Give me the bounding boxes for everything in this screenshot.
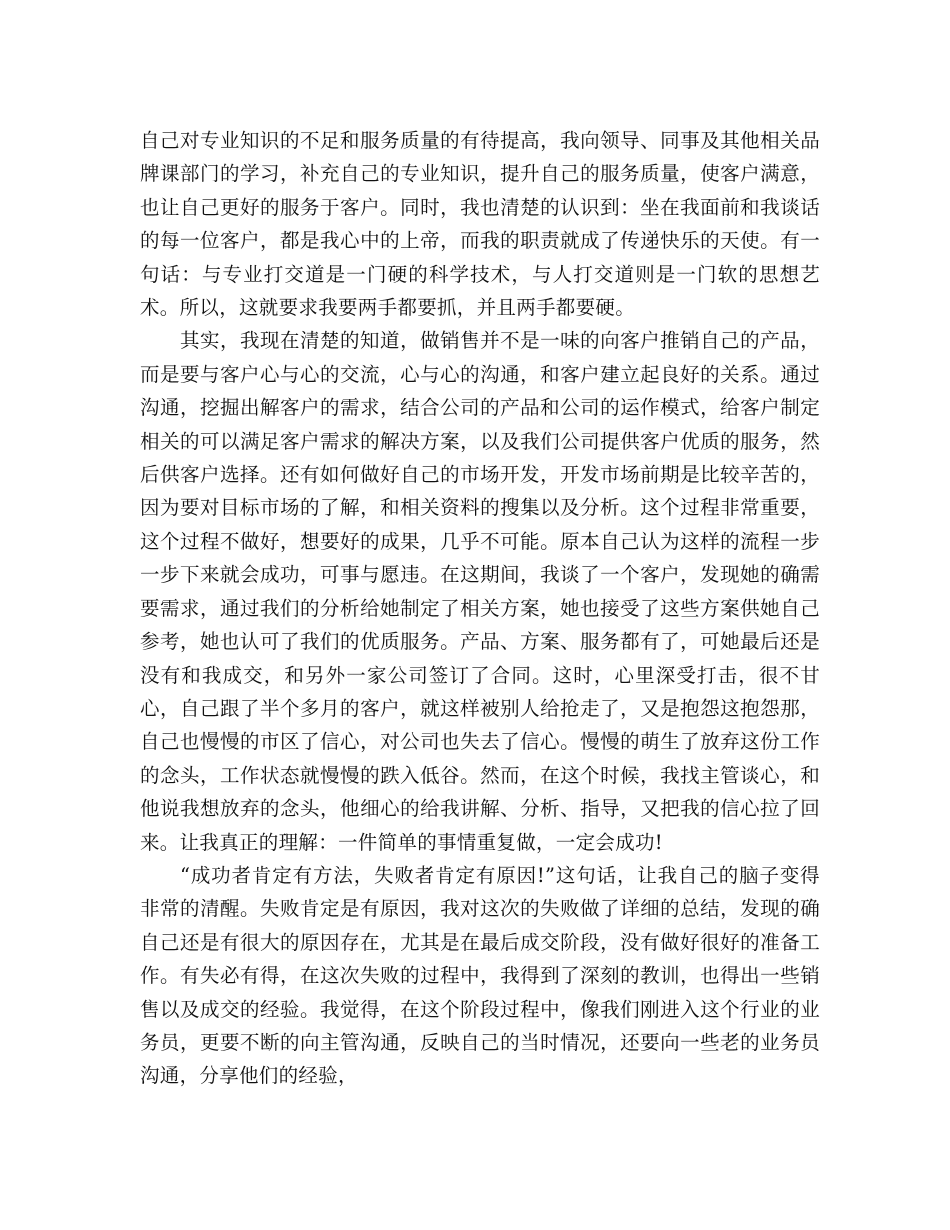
paragraph-3: “成功者肯定有方法，失败者肯定有原因!”这句话，让我自己的脑子变得非常的清醒。失败肯定是有原因，我对这次的失败做了详细的总结，发现的确自己还是有很大的原因存在，尤其是在最后成交阶段，没有做好很好的准备工作。有失必有得，在这次失败的过程中，我得到了深刻的教训，也得出一些销售以及成交的经验。我觉得，在这个阶段过程中，像我们刚进入这个行业的业务员，更要不断的向主管沟通，反映自己的当时情况，还要向一些老的业务员沟通，分享他们的经验，	[140, 863, 820, 1088]
paragraph-1: 自己对专业知识的不足和服务质量的有待提高，我向领导、同事及其他相关品牌课部门的学习，补充自己的专业知识，提升自己的服务质量，使客户满意，也让自己更好的服务于客户。同时，我也清楚的认识到：坐在我面前和我谈话的每一位客户，都是我心中的上帝，而我的职责就成了传递快乐的天使。有一句话：与专业打交道是一门硬的科学技术，与人打交道则是一门软的思想艺术。所以，这就要求我要两手都要抓，并且两手都要硬。	[140, 129, 820, 320]
paragraph-2: 其实，我现在清楚的知道，做销售并不是一味的向客户推销自己的产品，而是要与客户心与心的交流，心与心的沟通，和客户建立起良好的关系。通过沟通，挖掘出解客户的需求，结合公司的产品和公司的运作模式，给客户制定相关的可以满足客户需求的解决方案，以及我们公司提供客户优质的服务，然后供客户选择。还有如何做好自己的市场开发，开发市场前期是比较辛苦的，因为要对目标市场的了解，和相关资料的搜集以及分析。这个过程非常重要，这个过程不做好，想要好的成果，几乎不可能。原本自己认为这样的流程一步一步下来就会成功，可事与愿违。在这期间，我谈了一个客户，发现她的确需要需求，通过我们的分析给她制定了相关方案，她也接受了这些方案供她自己参考，她也认可了我们的优质服务。产品、方案、服务都有了，可她最后还是没有和我成交，和另外一家公司签订了合同。这时，心里深受打击，很不甘心，自己跟了半个多月的客户，就这样被别人给抢走了，又是抱怨这抱怨那，自己也慢慢的市区了信心，对公司也失去了信心。慢慢的萌生了放弃这份工作的念头，工作状态就慢慢的跌入低谷。然而，在这个时候，我找主管谈心，和他说我想放弃的念头，他细心的给我讲解、分析、指导，又把我的信心拉了回来。让我真正的理解：一件简单的事情重复做，一定会成功!	[140, 329, 820, 854]
document-body	[140, 124, 820, 1093]
